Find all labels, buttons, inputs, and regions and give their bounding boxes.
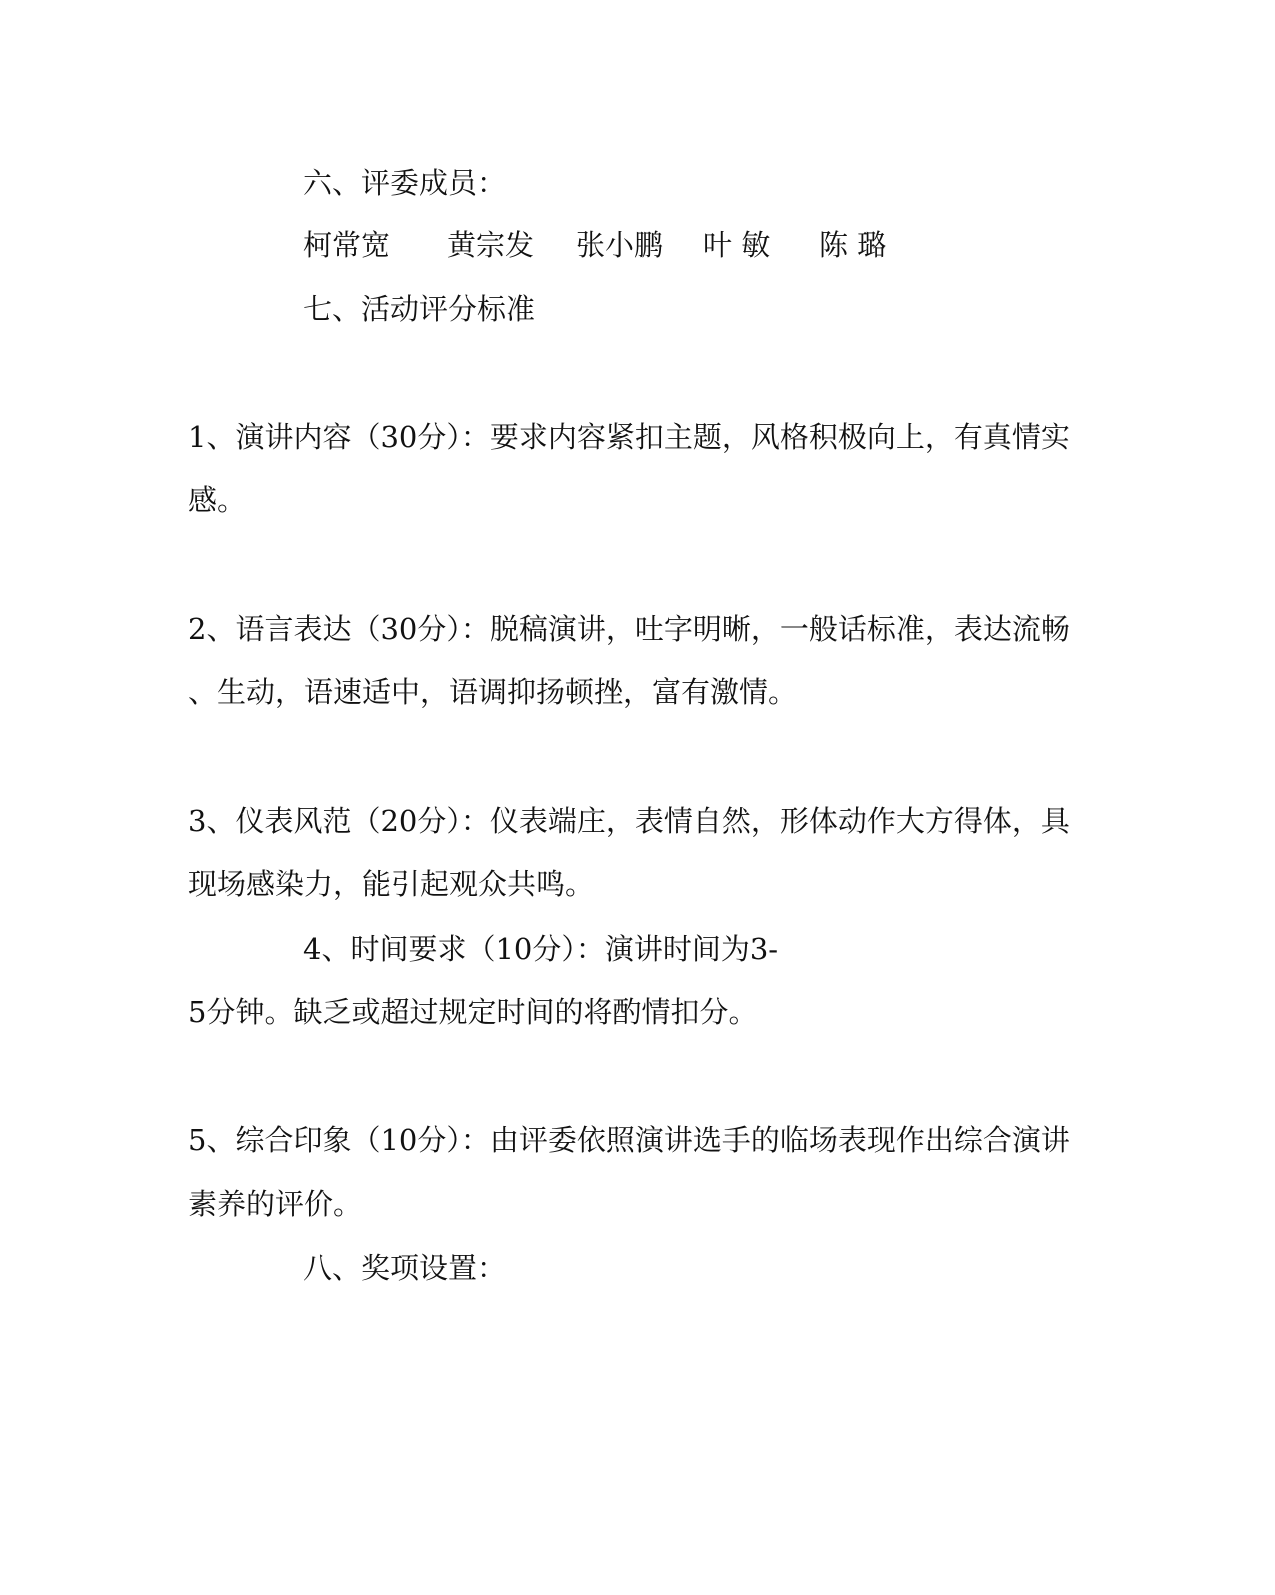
judge-name: 张小鹏 — [576, 228, 664, 262]
judge-name: 陈 璐 — [819, 228, 887, 262]
criterion-3-line-2: 现场感染力，能引起观众共鸣。 — [188, 867, 595, 901]
judge-name: 叶 敏 — [703, 228, 771, 262]
criterion-5-line-1: 5、综合印象（10分）：由评委依照演讲选手的临场表现作出综合演讲 — [188, 1123, 1070, 1157]
judge-name: 柯常宽 — [303, 228, 391, 262]
criterion-5-line-2: 素养的评价。 — [188, 1187, 363, 1221]
criterion-2-line-1: 2、语言表达（30分）：脱稿演讲，吐字明晰，一般话标准，表达流畅 — [188, 612, 1070, 646]
section-6-heading: 六、评委成员： — [303, 166, 507, 200]
criterion-1-line-2: 感。 — [188, 483, 247, 517]
criterion-2-line-2: 、生动，语速适中，语调抑扬顿挫，富有激情。 — [188, 675, 798, 709]
criterion-1-line-1: 1、演讲内容（30分）：要求内容紧扣主题，风格积极向上，有真情实 — [188, 420, 1070, 454]
criterion-4-line-2: 5分钟。缺乏或超过规定时间的将酌情扣分。 — [188, 995, 758, 1029]
section-7-heading: 七、活动评分标准 — [303, 292, 536, 326]
judge-name: 黄宗发 — [447, 228, 535, 262]
criterion-3-line-1: 3、仪表风范（20分）：仪表端庄，表情自然，形体动作大方得体，具 — [188, 804, 1070, 838]
section-8-heading: 八、奖项设置： — [303, 1251, 507, 1285]
criterion-4-line-1: 4、时间要求（10分）：演讲时间为3- — [303, 932, 779, 966]
